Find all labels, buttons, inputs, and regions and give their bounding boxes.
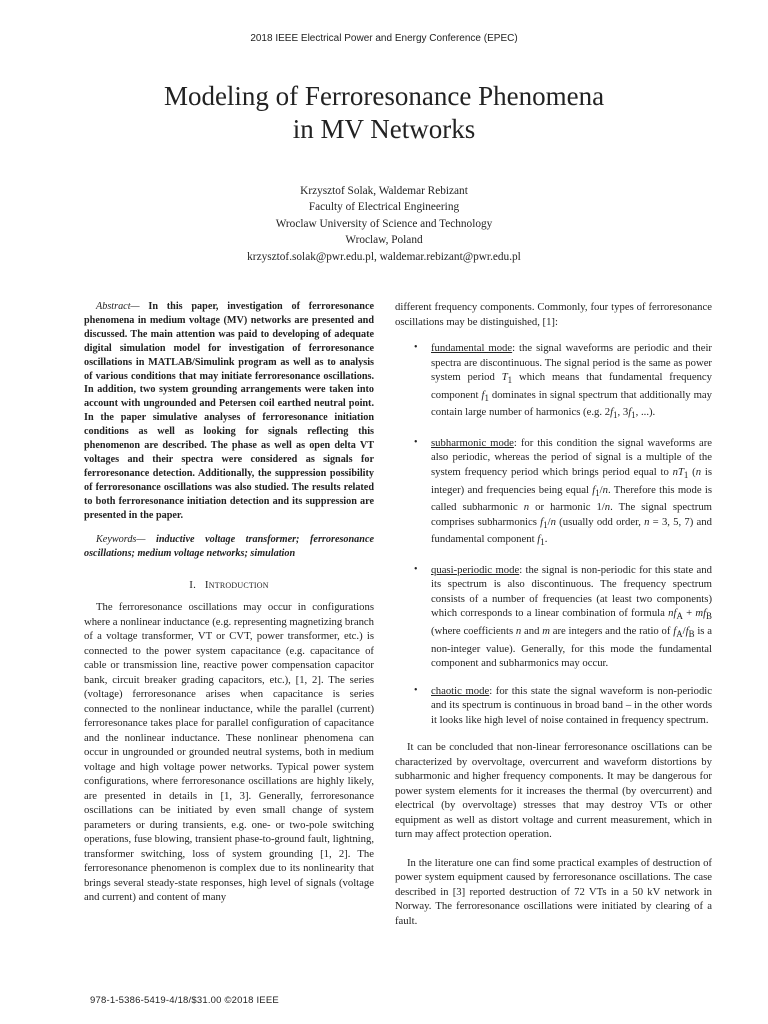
mode-term: subharmonic mode xyxy=(431,436,514,449)
keywords xyxy=(84,533,374,561)
mode-text: (usually odd order, xyxy=(555,515,645,528)
author-university: Wroclaw University of Science and Technology xyxy=(275,217,493,230)
paper-title-line-2: in MV Networks xyxy=(292,114,476,144)
author-block xyxy=(0,183,768,265)
mode-term: fundamental mode xyxy=(431,342,513,354)
math-var: nT xyxy=(672,465,684,478)
math-sub: 1 xyxy=(540,537,545,548)
mode-text: = 3, 5, 7) and fundamental component xyxy=(431,515,712,546)
math-var: T xyxy=(501,371,508,383)
mode-list xyxy=(395,341,712,727)
bullet-icon: • xyxy=(414,563,418,575)
list-item xyxy=(395,563,712,671)
abstract xyxy=(84,300,374,523)
mode-text: ( xyxy=(688,465,696,478)
bullet-icon: • xyxy=(414,684,418,696)
math-var: nf xyxy=(668,607,677,620)
mode-text: : the signal is non-periodic for this state and its spectrum is also discontinuous. The frequency spectrum consists of a number of frequencies (at least two components) which corresponds to a linear combination of formula xyxy=(431,563,712,620)
mode-text: + xyxy=(682,607,696,620)
intro-paragraph: The ferroresonance oscillations may occur in configurations where a nonlinear inductance (e.g. representing magnetizing branch of a voltage transformer, VT or CVT, power transformer, etc.) is connected to the power system capacitance (e.g. capacitance of cable or transmission line, reactive power compensation capacitor bank, circuit breaker grading capacitors, etc.), [1, 2]. The series (voltage) ferroresonance arises when capacitance is series connected to the nonlinear inductance, while the parallel (current) ferroresonance takes place for parallel configuration of capacitance and the nonlinear inductance. These nonlinear phenomena can occur in ungrounded or grounded neutral systems, both in medium voltage and high voltage power networks. Typical power system configurations, where ferroresonance oscillations are highly likely, are presented in details in [1, 3]. Generally, ferroresonance oscillations can be initiated by even small change of system parameters or during transients, e.g. one- or two-pole switching operations, fuse blowing, transient phase-to-ground fault, lightning, transformer switching, loss of system grounding [1, 2]. The ferroresonance phenomenon is complex due to its nonlinearity that brings several steady-state responses, high level of signals (voltage and current) and content of many xyxy=(84,601,374,903)
math-sub: 1 xyxy=(484,392,489,403)
copyright-footer: 978-1-5386-5419-4/18/$31.00 ©2018 IEEE xyxy=(90,995,279,1006)
right-intro-paragraph: different frequency components. Commonly, four types of ferroresonance oscillations may be distinguished, [1]: xyxy=(395,301,712,328)
math-var: f xyxy=(610,406,614,419)
math-sub: A xyxy=(676,629,683,640)
math-var: f xyxy=(537,533,541,546)
paper-title xyxy=(0,80,768,146)
mode-text: : for this condition the signal waveforms are also periodic, whereas the period of signal is a multiple of the system frequency period which brings period equal to xyxy=(431,436,713,478)
mode-text: and xyxy=(521,625,543,638)
math-var: n xyxy=(515,625,522,638)
mode-text: which means that fundamental frequency component xyxy=(431,371,712,401)
math-var: f xyxy=(540,515,544,528)
mode-text: dominates in signal spectrum that additionally may contain large number of harmonics (e.g. 2 xyxy=(431,388,712,419)
math-var: f xyxy=(628,406,632,419)
mode-text: or harmonic 1/ xyxy=(529,501,605,514)
mode-text: , ...). xyxy=(635,406,656,419)
conclusion-paragraph: It can be concluded that non-linear ferroresonance oscillations can be characterized by overvoltage, overcurrent and waveform distortions by subharmonic and higher frequency components. It may be dangerous for power system elements for it increases the thermal (by overcurrent) and electrical (by overvoltage) stresses that may destroy VTs or other equipment as well as distort voltage and current measurement, which in turn may affect protection operation. xyxy=(395,741,712,841)
math-sub: 1 xyxy=(543,519,548,530)
section-title-initial: I xyxy=(204,578,209,591)
math-sub: B xyxy=(706,611,712,622)
author-names: Krzysztof Solak, Waldemar Rebizant xyxy=(300,185,468,197)
section-number: I. xyxy=(189,578,197,591)
math-sub: 1 xyxy=(631,410,636,421)
math-var: n xyxy=(604,501,611,514)
mode-text: / xyxy=(547,515,551,528)
literature-paragraph: In the literature one can find some practical examples of destruction of power system equipment caused by ferroresonance oscillations. The case described in [3] reported destruction of 72 VTs in a 50 kV network in Norway. The ferroresonance oscillations were initiated by clearing of a fault. xyxy=(395,856,712,927)
keywords-text: inductive voltage transformer; ferroresonance oscillations; medium voltage networks; simulation xyxy=(84,533,374,559)
mode-text: . The signal spectrum comprises subharmonics xyxy=(431,501,712,528)
math-sub: B xyxy=(688,629,695,640)
math-sub: 1 xyxy=(595,487,600,498)
math-sub: 1 xyxy=(613,410,618,421)
mode-text: . Therefore this mode is called subharmonic xyxy=(431,483,712,514)
keywords-lead: Keywords— xyxy=(96,533,146,545)
list-item xyxy=(395,341,712,423)
bullet-icon: • xyxy=(414,436,418,448)
math-var: f xyxy=(481,388,485,401)
mode-text: (where coefficients xyxy=(431,625,516,638)
math-var: f xyxy=(673,625,677,638)
math-var: n xyxy=(695,465,702,478)
mode-text: , 3 xyxy=(617,406,629,419)
math-sub: A xyxy=(676,611,683,622)
conference-header: 2018 IEEE Electrical Power and Energy Conference (EPEC) xyxy=(250,33,518,44)
author-emails: krzysztof.solak@pwr.edu.pl, waldemar.rebizant@pwr.edu.pl xyxy=(247,250,521,263)
abstract-text: In this paper, investigation of ferroresonance phenomena in medium voltage (MV) networks are presented and discussed. The main attention was paid to developing of adequate digital simulation model for investigation of ferroresonance oscillations in MATLAB/Simulink program as well as to analysis of various conditions that may initiate ferroresonance oscillations. In addition, two system grounding arrangements were taken into account with ungrounded and Petersen coil earthed neutral point. In the paper simulative analyses of ferroresonance initiation conditions as well as looking for signals reflecting this phenomenon are described. The phase as well as open delta VT voltages and their spectra were considered as signals for ferroresonance detection. Additionally, the suppression possibility of ferroresonance oscillations was also studied. The results related to both ferroresonance initiation detection and its suppression are presented in the paper. xyxy=(84,301,374,521)
mode-term: chaotic mode xyxy=(431,684,490,697)
author-faculty: Faculty of Electrical Engineering xyxy=(308,201,460,214)
mode-text: / xyxy=(599,483,603,496)
abstract-lead: Abstract— xyxy=(96,301,140,312)
paper-title-line-1: Modeling of Ferroresonance Phenomena xyxy=(163,81,605,111)
math-var: f xyxy=(592,483,596,496)
list-item xyxy=(395,684,712,728)
mode-text: are integers and the ratio of xyxy=(549,625,674,638)
left-column xyxy=(84,300,374,905)
math-var: m xyxy=(542,625,550,638)
author-city: Wroclaw, Poland xyxy=(345,234,423,247)
math-sub: 1 xyxy=(683,470,689,481)
mode-text: : for this state the signal waveform is non-periodic and its spectrum is continuous in broad band – in the other words it looks like high level of noise contained in frequency spectrum. xyxy=(431,684,712,726)
math-var: mf xyxy=(695,607,707,620)
mode-text: / xyxy=(682,625,686,638)
section-heading xyxy=(84,578,374,593)
mode-text: is a non-integer value). Generally, for this mode the fundamental component and subharmonics may occur. xyxy=(431,625,712,670)
bullet-icon: • xyxy=(414,342,418,353)
math-var: n xyxy=(550,515,556,528)
mode-text: : the signal waveforms are periodic and their spectra are discontinuous. The signal period is the same as power system period xyxy=(431,342,712,383)
math-var: n xyxy=(644,515,650,528)
mode-term: quasi-periodic mode xyxy=(431,563,520,576)
mode-text: . xyxy=(544,533,548,546)
right-column xyxy=(395,300,712,928)
math-var: n xyxy=(602,483,608,496)
math-var: n xyxy=(523,501,530,514)
math-var: f xyxy=(685,625,689,638)
section-title-rest: ntroduction xyxy=(208,578,269,591)
mode-text: is integer) and frequencies being equal xyxy=(431,465,712,496)
math-sub: 1 xyxy=(507,375,513,386)
list-item xyxy=(395,436,712,550)
